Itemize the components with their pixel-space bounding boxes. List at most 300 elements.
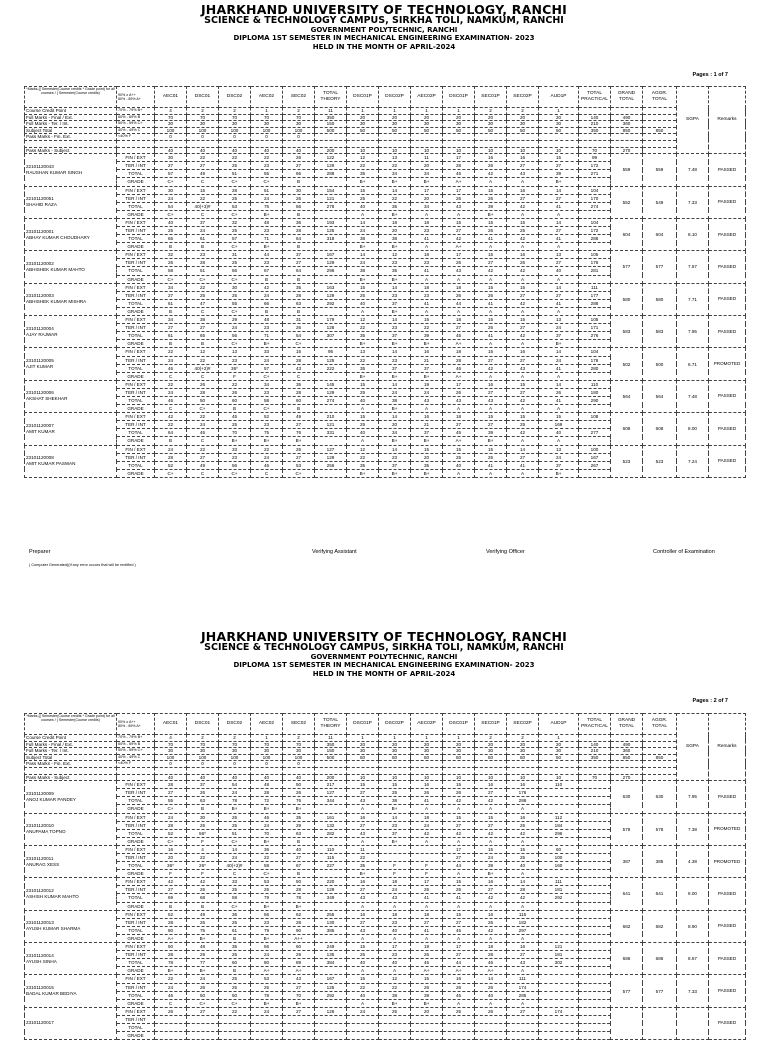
student-sgpa: 8.00 xyxy=(677,878,709,910)
mark-cell: 38 xyxy=(379,235,411,243)
student-identity xyxy=(25,316,117,348)
mark-cell: 14 xyxy=(539,380,579,388)
mark-cell xyxy=(315,275,347,283)
student-name: AMIT KUMAR xyxy=(26,428,55,434)
marks-scheme-label: Pass Marks - Fin. Ext. xyxy=(25,761,117,768)
mark-cell xyxy=(187,1015,219,1023)
marks-scheme-value xyxy=(411,767,443,774)
mark-cell: 75 xyxy=(251,202,283,210)
student-name: AMIT KUMAR PASWAN xyxy=(26,461,76,467)
mark-cell: 49 xyxy=(187,910,219,918)
marks-scheme-label xyxy=(25,767,117,774)
mark-cell: B+ xyxy=(251,437,283,445)
mark-cell xyxy=(315,902,347,910)
mark-cell: C+ xyxy=(155,469,187,477)
student-remark: PROMOTED xyxy=(709,813,746,845)
mark-cell: 25 xyxy=(347,388,379,396)
marks-scheme-value: 30 xyxy=(411,121,443,128)
marks-scheme-value: 40 xyxy=(251,774,283,781)
mark-cell: 24 xyxy=(539,356,579,364)
row-type-label: TOTAL xyxy=(117,429,155,437)
mark-cell: 27 xyxy=(347,789,379,797)
marks-scheme-value: 20 xyxy=(507,114,539,121)
mark-cell: 267 xyxy=(579,461,611,469)
mark-cell: 27 xyxy=(443,821,475,829)
mark-cell: 22 xyxy=(155,421,187,429)
mark-cell: 129 xyxy=(315,886,347,894)
mark-cell xyxy=(579,210,611,218)
mark-cell: 15 xyxy=(507,380,539,388)
marks-scheme-value: 20 xyxy=(539,114,579,121)
marks-scheme-value: 11 xyxy=(315,108,347,115)
mark-cell: 27 xyxy=(443,324,475,332)
mark-cell: A+ xyxy=(283,967,315,975)
mark-cell: 27 xyxy=(507,194,539,202)
mark-cell: C+ xyxy=(219,178,251,186)
mark-cell: 26 xyxy=(475,983,507,991)
mark-cell: 90 xyxy=(283,926,315,934)
mark-cell: C+ xyxy=(219,340,251,348)
mark-cell: 35 xyxy=(219,943,251,951)
mark-cell: 35 xyxy=(283,380,315,388)
mark-cell xyxy=(315,999,347,1007)
mark-cell: A xyxy=(507,469,539,477)
marks-scheme-value: 70 xyxy=(283,114,315,121)
mark-cell xyxy=(283,1032,315,1040)
marks-scheme-value: 20 xyxy=(379,114,411,121)
mark-cell: 35 xyxy=(283,813,315,821)
marks-scheme-value: 150 xyxy=(315,121,347,128)
mark-cell xyxy=(379,854,411,862)
mark-cell: 127 xyxy=(315,445,347,453)
mark-cell: A+ xyxy=(443,967,475,975)
marks-scheme-value xyxy=(643,767,677,774)
mark-cell xyxy=(539,999,579,1007)
mark-cell: 16 xyxy=(411,413,443,421)
mark-cell: B+ xyxy=(251,999,283,1007)
mark-cell: 154 xyxy=(315,186,347,194)
mark-cell: B xyxy=(251,275,283,283)
marks-scheme-value: 850 xyxy=(643,127,677,134)
college-name: GOVERNMENT POLYTECHNIC, RANCHI xyxy=(310,26,458,35)
mark-cell: 19 xyxy=(411,943,443,951)
table-row xyxy=(25,910,746,918)
mark-cell: 28 xyxy=(187,388,219,396)
marks-scheme-value xyxy=(347,767,379,774)
marks-scheme-value: 30 xyxy=(507,748,539,755)
student-identity xyxy=(25,445,117,477)
marks-scheme-row xyxy=(25,114,746,121)
mark-cell: A xyxy=(347,934,379,942)
student-grand: 583 xyxy=(611,316,643,348)
mark-cell: 67 xyxy=(251,267,283,275)
mark-cell xyxy=(315,210,347,218)
verifying-officer-label: Verifying Officer xyxy=(486,549,525,555)
mark-cell: 40 xyxy=(539,267,579,275)
marks-scheme-value xyxy=(475,134,507,141)
mark-cell: 210 xyxy=(315,413,347,421)
mark-cell: A+ xyxy=(443,372,475,380)
marks-scheme-value: 20 xyxy=(475,114,507,121)
mark-cell: 63 xyxy=(283,829,315,837)
row-type-label: FIN / EXT xyxy=(117,251,155,259)
student-identity xyxy=(25,283,117,315)
mark-cell: 28 xyxy=(283,918,315,926)
mark-cell: A xyxy=(539,275,579,283)
mark-cell: 22 xyxy=(379,983,411,991)
marks-scheme-row xyxy=(25,140,746,147)
mark-cell: C xyxy=(155,999,187,1007)
student-identity xyxy=(25,218,117,250)
mark-cell: 22 xyxy=(251,854,283,862)
student-name: AJIT KUMAR xyxy=(26,364,54,370)
mark-cell: A xyxy=(507,837,539,845)
mark-cell: 41 xyxy=(475,332,507,340)
grade-scale-item: 80% - 89% A+ xyxy=(118,97,141,101)
student-aggr: 641 xyxy=(643,878,677,910)
mark-cell: A xyxy=(379,934,411,942)
mark-cell: 40 xyxy=(347,396,379,404)
marks-scheme-value: 1 xyxy=(347,735,379,742)
mark-cell xyxy=(251,1023,283,1031)
mark-cell: 26 xyxy=(475,453,507,461)
mark-cell: 23 xyxy=(251,162,283,170)
mark-cell: 15 xyxy=(347,380,379,388)
mark-cell: B+ xyxy=(411,999,443,1007)
mark-cell: 27 xyxy=(475,421,507,429)
mark-cell xyxy=(579,999,611,1007)
mark-cell: 16 xyxy=(411,348,443,356)
mark-cell: 129 xyxy=(315,388,347,396)
column-header: SEC02P xyxy=(507,87,539,108)
marks-scheme-label: Full Marks - Final / Ext. xyxy=(25,741,117,748)
student-remark: PASSED xyxy=(709,975,746,1007)
mark-cell: 16 xyxy=(347,910,379,918)
mark-cell: 292 xyxy=(539,894,579,902)
mark-cell: 78 xyxy=(155,959,187,967)
marks-scheme-value: 1 xyxy=(411,735,443,742)
mark-cell xyxy=(579,1032,611,1040)
mark-cell: B+ xyxy=(379,437,411,445)
mark-cell: 16 xyxy=(507,813,539,821)
student-identity xyxy=(25,845,117,877)
marks-scheme-value: 20 xyxy=(347,741,379,748)
marks-scheme-value: 490 xyxy=(611,741,643,748)
mark-cell: 43 xyxy=(347,797,379,805)
mark-cell: 26 xyxy=(187,886,219,894)
mark-cell: 57 xyxy=(251,364,283,372)
mark-cell: 24 xyxy=(347,259,379,267)
mark-cell: 26 xyxy=(443,983,475,991)
mark-cell: 23 xyxy=(251,421,283,429)
marks-scheme-value: 70 xyxy=(251,741,283,748)
mark-cell: 65 xyxy=(187,332,219,340)
mark-cell: F xyxy=(155,870,187,878)
mark-cell: 110 xyxy=(315,845,347,853)
mark-cell: 42 xyxy=(187,878,219,886)
mark-cell: C+ xyxy=(219,469,251,477)
student-name: AYUSH SINHA xyxy=(26,958,57,964)
student-sgpa: 7.33 xyxy=(677,975,709,1007)
marks-scheme-value xyxy=(643,741,677,748)
mark-cell xyxy=(315,372,347,380)
mark-cell xyxy=(539,926,579,934)
mark-cell: 15 xyxy=(283,348,315,356)
mark-cell: 42 xyxy=(475,797,507,805)
marks-scheme-value: 500 xyxy=(315,127,347,134)
mark-cell: 16 xyxy=(507,943,539,951)
mark-cell: 28 xyxy=(443,356,475,364)
table-row xyxy=(25,1007,746,1015)
mark-cell: 23 xyxy=(251,259,283,267)
row-type-label: TER / INT xyxy=(117,388,155,396)
roll-number: 23101120011 xyxy=(26,855,54,861)
mark-cell: A xyxy=(443,307,475,315)
mark-cell: 54 xyxy=(283,332,315,340)
exam-held: HELD IN THE MONTH OF APRIL-2024 xyxy=(312,669,456,678)
row-type-label: TOTAL xyxy=(117,170,155,178)
marks-scheme-value: 4 xyxy=(155,735,187,742)
mark-cell xyxy=(347,1032,379,1040)
mark-cell: 25 xyxy=(507,854,539,862)
mark-cell: 50 xyxy=(187,991,219,999)
marks-scheme-value: 50 xyxy=(379,127,411,134)
mark-cell: 42 xyxy=(507,235,539,243)
mark-cell xyxy=(347,1023,379,1031)
table-row xyxy=(25,943,746,951)
mark-cell: C+ xyxy=(187,405,219,413)
mark-cell: 14 xyxy=(539,283,579,291)
student-aggr: 559 xyxy=(643,154,677,186)
mark-cell: 18 xyxy=(379,910,411,918)
mark-cell: 27 xyxy=(539,162,579,170)
mark-cell: 176 xyxy=(579,356,611,364)
mark-cell: 29 xyxy=(283,951,315,959)
marks-scheme-value: 1 xyxy=(251,735,283,742)
mark-cell: 33 xyxy=(219,445,251,453)
roll-number: 23101120005 xyxy=(26,358,54,364)
mark-cell: 43 xyxy=(283,975,315,983)
mark-cell xyxy=(507,1032,539,1040)
marks-scheme-value xyxy=(347,140,379,147)
mark-cell xyxy=(579,307,611,315)
mark-cell xyxy=(579,878,611,886)
mark-cell: C xyxy=(155,405,187,413)
mark-cell: B+ xyxy=(347,178,379,186)
mark-cell: B xyxy=(155,437,187,445)
mark-cell: 274 xyxy=(315,396,347,404)
mark-cell xyxy=(475,1023,507,1031)
row-type-label: GRADE xyxy=(117,405,155,413)
mark-cell: 220 xyxy=(315,878,347,886)
marks-scheme-value xyxy=(187,140,219,147)
mark-cell: A xyxy=(411,275,443,283)
marks-scheme-value xyxy=(611,108,643,115)
mark-cell: 48 xyxy=(251,316,283,324)
mark-cell: A xyxy=(443,275,475,283)
row-type-label: TOTAL xyxy=(117,267,155,275)
marks-scheme-row xyxy=(25,748,746,755)
mark-cell: 17 xyxy=(379,943,411,951)
mark-cell xyxy=(579,781,611,789)
mark-cell: 15 xyxy=(347,283,379,291)
mark-cell: 278 xyxy=(315,202,347,210)
student-sgpa: 7.33 xyxy=(677,186,709,218)
marks-scheme-value: 0 xyxy=(219,761,251,768)
mark-cell: 60 xyxy=(283,943,315,951)
mark-cell: A xyxy=(443,902,475,910)
mark-cell: 15 xyxy=(475,845,507,853)
marks-scheme-value: 2 xyxy=(219,108,251,115)
mark-cell: 26 xyxy=(411,886,443,894)
grade-scale-item: 60% - 69% B xyxy=(117,741,155,748)
mark-cell: 29 xyxy=(219,316,251,324)
mark-cell xyxy=(315,1015,347,1023)
mark-cell: A xyxy=(475,469,507,477)
row-type-label: GRADE xyxy=(117,210,155,218)
mark-cell: 22 xyxy=(219,1007,251,1015)
mark-cell xyxy=(315,837,347,845)
mark-cell: 18 xyxy=(411,910,443,918)
mark-cell: 42 xyxy=(475,267,507,275)
student-aggr: 385 xyxy=(643,845,677,877)
mark-cell: 80 xyxy=(155,926,187,934)
mark-cell: 24 xyxy=(251,356,283,364)
mark-cell: A+ xyxy=(475,967,507,975)
mark-cell: 307 xyxy=(315,332,347,340)
mark-cell: 43 xyxy=(507,959,539,967)
mark-cell: A xyxy=(379,902,411,910)
mark-cell: A xyxy=(539,243,579,251)
mark-cell: 20 xyxy=(411,194,443,202)
marks-scheme-value: 350 xyxy=(579,754,611,761)
row-type-label: FIN / EXT xyxy=(117,218,155,226)
marks-scheme-value xyxy=(507,134,539,141)
mark-cell: 27 xyxy=(475,789,507,797)
student-aggr: 686 xyxy=(643,943,677,975)
mark-cell: 20 xyxy=(411,162,443,170)
mark-cell: 25 xyxy=(219,951,251,959)
mark-cell: 45 xyxy=(411,959,443,967)
marks-scheme-value xyxy=(611,767,643,774)
marks-scheme-row xyxy=(25,754,746,761)
mark-cell: 27 xyxy=(411,918,443,926)
mark-cell: 14 xyxy=(507,445,539,453)
row-type-label: GRADE xyxy=(117,837,155,845)
marks-scheme-value: 30 xyxy=(283,748,315,755)
row-type-label: GRADE xyxy=(117,307,155,315)
mark-cell: 15 xyxy=(507,218,539,226)
mark-cell xyxy=(315,437,347,445)
mark-cell: 12 xyxy=(187,348,219,356)
row-type-label: GRADE xyxy=(117,999,155,1007)
mark-cell: 41 xyxy=(411,926,443,934)
mark-cell: 181 xyxy=(539,951,579,959)
mark-cell xyxy=(579,372,611,380)
marks-scheme-value: 50 xyxy=(411,754,443,761)
mark-cell: 46 xyxy=(475,959,507,967)
mark-cell: A xyxy=(507,967,539,975)
mark-cell: B+ xyxy=(379,999,411,1007)
column-header: SEC02P xyxy=(507,714,539,735)
mark-cell: 26 xyxy=(443,886,475,894)
mark-cell: B+ xyxy=(379,340,411,348)
mark-cell: 75 xyxy=(251,429,283,437)
marks-scheme-value: 70 xyxy=(187,741,219,748)
marks-scheme-value: 0 xyxy=(187,761,219,768)
student-aggr: 500 xyxy=(643,348,677,380)
marks-scheme-value: 30 xyxy=(475,748,507,755)
mark-cell: 37 xyxy=(379,461,411,469)
marks-scheme-value xyxy=(347,761,379,768)
mark-cell: A xyxy=(539,307,579,315)
marks-scheme-value: 30 xyxy=(539,748,579,755)
marks-scheme-value: 40 xyxy=(251,147,283,154)
mark-cell: 27 xyxy=(507,951,539,959)
marks-scheme-value: 10 xyxy=(539,147,579,154)
student-aggr: 578 xyxy=(643,813,677,845)
mark-cell: 12 xyxy=(347,445,379,453)
marks-scheme-value: 1 xyxy=(539,735,579,742)
mark-cell: 344 xyxy=(315,797,347,805)
mark-cell: 22 xyxy=(187,154,219,162)
mark-cell: 26* xyxy=(187,862,219,870)
mark-cell: C xyxy=(187,178,219,186)
mark-cell: 41 xyxy=(475,299,507,307)
student-remark: PASSED xyxy=(709,218,746,250)
mark-cell: 61 xyxy=(187,235,219,243)
mark-cell: 42 xyxy=(507,829,539,837)
mark-cell: 24 xyxy=(411,821,443,829)
mark-cell: 22 xyxy=(251,154,283,162)
mark-cell: 24 xyxy=(219,324,251,332)
mark-cell: 54 xyxy=(219,781,251,789)
marks-scheme-value: 1 xyxy=(443,108,475,115)
mark-cell: 286 xyxy=(507,797,539,805)
column-header: SEC02 xyxy=(283,87,315,108)
mark-cell: 40 xyxy=(347,429,379,437)
marks-scheme-value: 200 xyxy=(315,774,347,781)
student-name: ABHAY KUMAR CHOUDHARY xyxy=(26,234,90,240)
mark-cell: 24 xyxy=(155,813,187,821)
mark-cell: 14 xyxy=(507,878,539,886)
mark-cell: 25 xyxy=(219,918,251,926)
mark-cell: 176 xyxy=(579,259,611,267)
exam-title: DIPLOMA 1ST SEMESTER IN MECHANICAL ENGINEERING EXAMINATION- 2023 xyxy=(233,661,535,670)
marks-scheme-row xyxy=(25,735,746,742)
mark-cell: A xyxy=(411,210,443,218)
preparer-label: Preparer xyxy=(29,549,51,555)
roll-number: 23101120007 xyxy=(26,422,54,428)
mark-cell: 24 xyxy=(347,1007,379,1015)
grade-scale xyxy=(117,714,155,735)
mark-cell: 26 xyxy=(251,886,283,894)
mark-cell: B+ xyxy=(379,275,411,283)
mark-cell: 169 xyxy=(539,421,579,429)
mark-cell: 43 xyxy=(347,894,379,902)
mark-cell: 249 xyxy=(315,943,347,951)
mark-cell: 37 xyxy=(379,332,411,340)
marks-scheme-value xyxy=(539,134,579,141)
mark-cell xyxy=(539,967,579,975)
mark-cell: C+ xyxy=(219,210,251,218)
marks-scheme-value: 20 xyxy=(539,741,579,748)
mark-cell: C+ xyxy=(251,372,283,380)
student-grand: 577 xyxy=(611,975,643,1007)
marks-scheme-value: 0 xyxy=(187,134,219,141)
mark-cell: 77 xyxy=(187,959,219,967)
marks-scheme-value: 30 xyxy=(251,121,283,128)
